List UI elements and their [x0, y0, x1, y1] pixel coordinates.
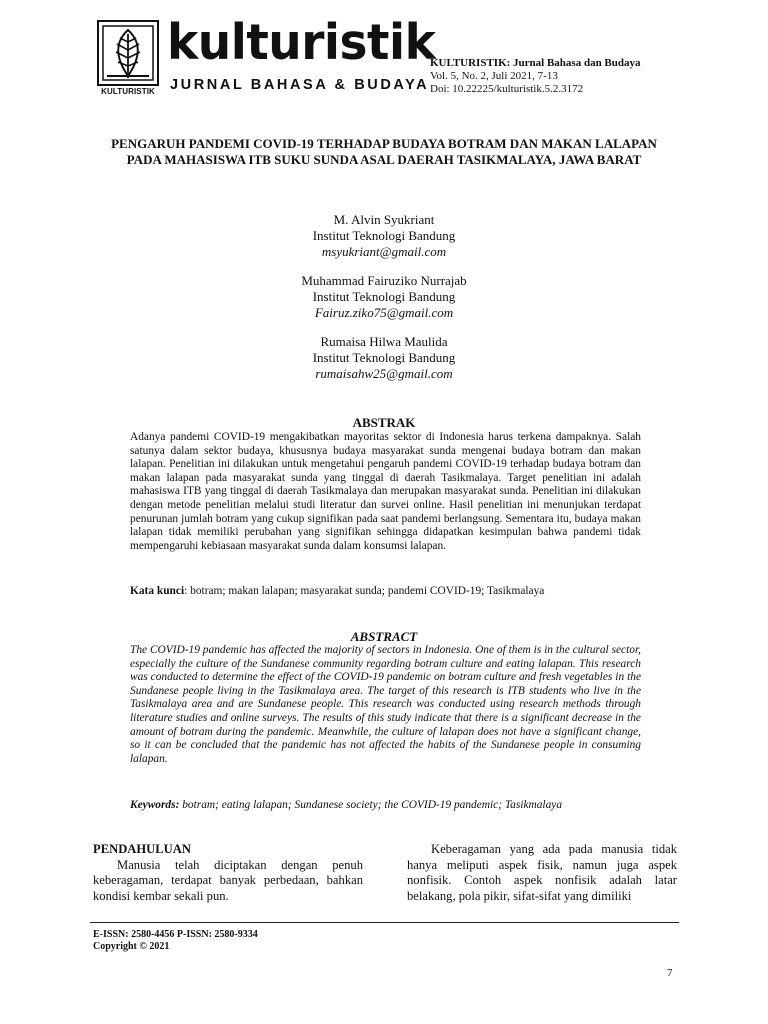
section-heading: PENDAHULUAN — [93, 842, 191, 856]
keywords-label: Kata kunci — [130, 585, 185, 597]
author-email[interactable]: msyukriant@gmail.com — [321, 244, 447, 259]
author-name: M. Alvin Syukriant — [333, 212, 435, 227]
meta-volume: Vol. 5, No. 2, Juli 2021, 7-13 — [430, 70, 558, 82]
abstract-keywords — [130, 798, 650, 812]
author-block-1 — [0, 212, 768, 260]
author-affiliation: Institut Teknologi Bandung — [312, 228, 456, 243]
body-paragraph: Manusia telah diciptakan dengan penuh keberagaman, terdapat banyak perbedaan, bahkan kondisi kembar sekali pun. — [93, 857, 363, 903]
body-left-column — [93, 842, 363, 904]
leaf-emblem-icon — [99, 22, 157, 84]
journal-subtitle: JURNAL BAHASA & BUDAYA — [170, 77, 430, 93]
meta-doi[interactable]: Doi: 10.22225/kulturistik.5.2.3172 — [430, 83, 584, 95]
body-paragraph: Keberagaman yang ada pada manusia tidak hanya meliputi aspek fisik, namun juga aspek nonfisik. Contoh aspek nonfisik adalah latar belakang, pola pikir, sifat-sifat yang dimiliki — [407, 842, 677, 903]
logo-caption: KULTURISTIK — [101, 87, 155, 96]
keywords-list: : botram; makan lalapan; masyarakat sunda; pandemi COVID-19; Tasikmalaya — [184, 585, 545, 597]
abstrak-text: Adanya pandemi COVID-19 mengakibatkan mayoritas sektor di Indonesia harus terkena dampaknya. Salah satunya dalam sektor budaya, khususnya budaya masyarakat sunda mengenai budaya botram dan makan lalapan. Penelitian ini dilakukan untuk mengetahui pengaruh pandemi COVID-19 terhadap budaya botram dan makan lalapan pada masyarakat sunda yang tinggal di daerah Tasikmalaya. Target penelitian ini adalah mahasiswa ITB yang tinggal di daerah Tasikmalaya dan merupakan masyarakat sunda. Penelitian ini dilakukan dengan metode penelitian melalui studi literatur dan survei online. Hasil penelitian ini menunjukan terdapat penurunan jumlah botram yang cukup signifikan pada saat pandemi berlangsung. Sementara itu, budaya makan lalapan tidak memiliki perubahan yang signifikan sehingga didapatkan kesimpulan bahwa pandemi tidak mempengaruhi kebiasaan masyarakat sunda dalam konsumsi lalapan. — [130, 431, 641, 552]
meta-journal-title: KULTURISTIK: Jurnal Bahasa dan Budaya — [430, 57, 641, 69]
author-name: Rumaisa Hilwa Maulida — [320, 334, 448, 349]
author-block-3 — [0, 334, 768, 382]
footer-rule — [90, 922, 679, 923]
abstract-text: The COVID-19 pandemic has affected the majority of sectors in Indonesia. One of them is in the cultural sector, especially the culture of the Sundanese community regarding botram culture and eating lalapan. This research was conducted to determine the effect of the COVID-19 pandemic on botram culture and fresh vegetables in the Sundanese people living in the Tasikmalaya area. The target of this research is ITB students who live in the Tasikmalaya area and are Sundanese people. This research was conducted using research methods through literature studies and online surveys. The results of this study indicate that there is a significant decrease in the amount of botram during the pandemic. Meanwhile, the culture of lalapan does not have a significant change, so it can be concluded that the pandemic has not affected the habits of the Sundanese people in consuming lalapan. — [130, 644, 641, 765]
author-email[interactable]: Fairuz.ziko75@gmail.com — [314, 305, 454, 320]
author-affiliation: Institut Teknologi Bandung — [312, 350, 456, 365]
body-right-column — [407, 842, 677, 904]
author-affiliation: Institut Teknologi Bandung — [312, 289, 456, 304]
footer-issn — [93, 929, 258, 952]
keywords-label: Keywords: — [130, 799, 180, 811]
abstrak-heading: ABSTRAK — [352, 415, 416, 430]
page-number: 7 — [667, 967, 673, 979]
journal-logo — [97, 20, 159, 86]
author-email[interactable]: rumaisahw25@gmail.com — [315, 366, 453, 381]
journal-wordmark: kulturistik — [167, 14, 436, 72]
author-name: Muhammad Fairuziko Nurrajab — [301, 273, 467, 288]
abstract-heading: ABSTRACT — [350, 629, 418, 644]
issn-text: E-ISSN: 2580-4456 P-ISSN: 2580-9334 — [93, 929, 258, 940]
journal-meta — [430, 57, 641, 96]
paper-title: PENGARUH PANDEMI COVID-19 TERHADAP BUDAYA BOTRAM DAN MAKAN LALAPAN PADA MAHASISWA ITB SUKU SUNDA ASAL DAERAH TASIKMALAYA, JAWA BARAT — [111, 136, 657, 167]
abstrak-keywords — [130, 584, 650, 598]
keywords-list: botram; eating lalapan; Sundanese society; the COVID-19 pandemic; Tasikmalaya — [179, 799, 563, 811]
author-block-2 — [0, 273, 768, 321]
copyright-text: Copyright © 2021 — [93, 940, 170, 952]
